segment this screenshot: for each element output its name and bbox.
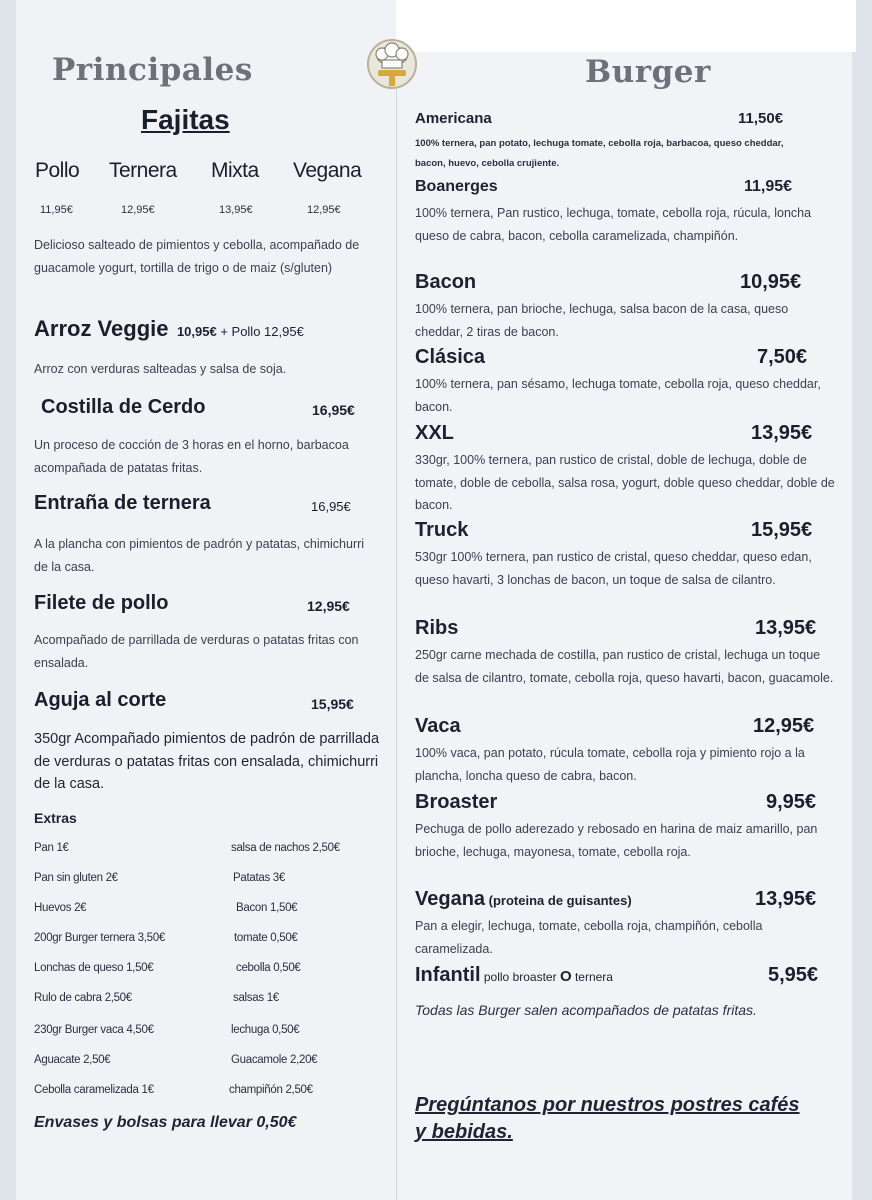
- fajitas-option-vegana: Vegana: [293, 159, 362, 182]
- extra-right-item: lechuga 0,50€: [231, 1024, 300, 1036]
- burger-description: 100% ternera, pan brioche, lechuga, salsa bacon de la casa, queso cheddar, 2 tiras de bacon.: [415, 302, 789, 339]
- fajitas-price-pollo: 11,95€: [40, 204, 73, 216]
- ask-desserts-note: Pregúntanos por nuestros postres cafés y bebidas.: [415, 1094, 800, 1143]
- extra-right-item: Patatas 3€: [233, 872, 285, 884]
- burger-name: Vaca: [415, 715, 461, 737]
- burger-name: Vegana: [415, 888, 486, 910]
- extra-left-item: 200gr Burger ternera 3,50€: [34, 932, 165, 944]
- fajitas-option-ternera: Ternera: [109, 159, 177, 182]
- burger-name: XXL: [415, 422, 454, 444]
- burger-price: 7,50€: [757, 346, 808, 368]
- filete-price: 12,95€: [307, 598, 350, 614]
- burger-name: Americana: [415, 110, 492, 127]
- extra-left-item: Aguacate 2,50€: [34, 1054, 111, 1066]
- extras-title: Extras: [34, 810, 77, 826]
- burger-price: 13,95€: [755, 617, 817, 639]
- burger-name: Ribs: [415, 617, 459, 639]
- burger-price: 11,95€: [744, 178, 793, 195]
- envases-note: Envases y bolsas para llevar 0,50€: [34, 1114, 297, 1131]
- extra-right-item: Guacamole 2,20€: [231, 1054, 318, 1066]
- fajitas-option-mixta: Mixta: [211, 159, 259, 182]
- burger-price: 13,95€: [751, 422, 813, 444]
- fajitas-price-ternera: 12,95€: [121, 204, 155, 216]
- extra-right-item: Bacon 1,50€: [236, 902, 298, 914]
- arroz-veggie-name: Arroz Veggie: [34, 316, 169, 341]
- extra-right-item: salsa de nachos 2,50€: [231, 842, 340, 854]
- burger-price: 11,50€: [738, 110, 784, 127]
- burger-price: 13,95€: [755, 888, 817, 910]
- burger-description: 100% ternera, pan potato, lechuga tomate, cebolla roja, barbacoa, queso cheddar, bacon, huevo, cebolla crujiente.: [415, 138, 784, 169]
- aguja-price: 15,95€: [311, 696, 354, 712]
- burger-title: Burger: [585, 54, 711, 90]
- extra-left-item: Cebolla caramelizada 1€: [34, 1084, 154, 1096]
- arroz-veggie-extra: + Pollo 12,95€: [216, 324, 304, 339]
- burger-name: Truck: [415, 519, 469, 541]
- extra-left-item: Huevos 2€: [34, 902, 87, 914]
- burger-description: 530gr 100% ternera, pan rustico de cristal, queso cheddar, queso edan, queso havarti, 3 lonchas de bacon, un toque de salsa de cilantro.: [415, 550, 812, 587]
- page-divider: [396, 52, 397, 1200]
- extra-right-item: salsas 1€: [233, 992, 279, 1004]
- extra-left-item: Pan 1€: [34, 842, 69, 854]
- burger-footnote: Todas las Burger salen acompañados de patatas fritas.: [415, 1002, 757, 1018]
- entrana-price: 16,95€: [311, 499, 351, 514]
- fajitas-price-mixta: 13,95€: [219, 204, 253, 216]
- extra-right-item: champiñón 2,50€: [229, 1084, 313, 1096]
- burger-price: 15,95€: [751, 519, 813, 541]
- arroz-veggie-description: Arroz con verduras salteadas y salsa de soja.: [34, 362, 287, 376]
- burger-name: Clásica: [415, 346, 486, 368]
- arroz-veggie-price: 10,95€: [176, 324, 217, 339]
- burger-description: 100% ternera, Pan rustico, lechuga, tomate, cebolla roja, rúcula, loncha queso de cabra, bacon, cebolla caramelizada, champiñón.: [415, 206, 812, 243]
- burger-vegana-row: [415, 888, 632, 911]
- fajitas-option-pollo: Pollo: [35, 159, 80, 182]
- burger-price: 12,95€: [753, 715, 815, 737]
- fajitas-title: Fajitas: [141, 104, 230, 135]
- costilla-description: Un proceso de cocción de 3 horas en el horno, barbacoa acompañada de patatas fritas.: [34, 438, 349, 475]
- entrana-description: A la plancha con pimientos de padrón y patatas, chimichurri de la casa.: [34, 537, 365, 574]
- burger-infantil-row: [415, 964, 613, 987]
- burger-note-or: O: [559, 968, 572, 985]
- aguja-description: 350gr Acompañado pimientos de padrón de parrillada de verduras o patatas fritas con ensalada, chimichurri de la casa.: [34, 731, 380, 792]
- extra-right-item: cebolla 0,50€: [236, 962, 301, 974]
- costilla-price: 16,95€: [312, 402, 355, 418]
- filete-name: Filete de pollo: [34, 592, 169, 614]
- burger-description: Pechuga de pollo aderezado y rebosado en harina de maiz amarillo, pan brioche, lechuga, mayonesa, tomate, cebolla roja.: [415, 822, 818, 859]
- burger-price: 5,95€: [768, 964, 819, 986]
- arroz-veggie-row: [34, 316, 304, 342]
- burger-note: pollo broaster: [480, 970, 560, 984]
- filete-description: Acompañado de parrillada de verduras o patatas fritas con ensalada.: [34, 633, 359, 670]
- burger-description: 100% vaca, pan potato, rúcula tomate, cebolla roja y pimiento rojo a la plancha, loncha queso de cabra, bacon.: [415, 746, 805, 783]
- entrana-name: Entraña de ternera: [34, 492, 211, 514]
- fajitas-description: Delicioso salteado de pimientos y cebolla, acompañado de guacamole yogurt, tortilla de trigo o de maiz (s/gluten): [34, 238, 360, 275]
- burger-note: (proteina de guisantes): [485, 893, 632, 908]
- principales-title: Principales: [52, 52, 253, 88]
- extra-left-item: Lonchas de queso 1,50€: [34, 962, 154, 974]
- extra-right-item: tomate 0,50€: [234, 932, 298, 944]
- burger-description: 100% ternera, pan sésamo, lechuga tomate, cebolla roja, queso cheddar, bacon.: [415, 377, 821, 414]
- burger-price: 10,95€: [740, 271, 802, 293]
- burger-note: ternera: [571, 970, 613, 984]
- extra-left-item: Rulo de cabra 2,50€: [34, 992, 132, 1004]
- chef-hat-logo-icon: [360, 34, 424, 90]
- aguja-name: Aguja al corte: [34, 689, 167, 711]
- extra-left-item: 230gr Burger vaca 4,50€: [34, 1024, 154, 1036]
- burger-name: Boanerges: [415, 178, 498, 195]
- burger-description: 250gr carne mechada de costilla, pan rustico de cristal, lechuga un toque de salsa de cilantro, tomate, cebolla roja, queso havarti, bacon, guacamole.: [415, 648, 834, 685]
- costilla-name: Costilla de Cerdo: [41, 396, 206, 418]
- fajitas-price-vegana: 12,95€: [307, 204, 341, 216]
- burger-description: Pan a elegir, lechuga, tomate, cebolla roja, champiñón, cebolla caramelizada.: [415, 919, 763, 956]
- burger-name: Bacon: [415, 271, 477, 293]
- burger-name: Broaster: [415, 791, 498, 813]
- burger-description: 330gr, 100% ternera, pan rustico de cristal, doble de lechuga, doble de tomate, doble de cebolla, salsa rosa, yogurt, doble queso cheddar, doble de bacon.: [415, 453, 835, 512]
- burger-price: 9,95€: [766, 791, 817, 813]
- top-white-strip: [396, 0, 856, 52]
- extra-left-item: Pan sin gluten 2€: [34, 872, 118, 884]
- burger-name: Infantil: [415, 964, 481, 986]
